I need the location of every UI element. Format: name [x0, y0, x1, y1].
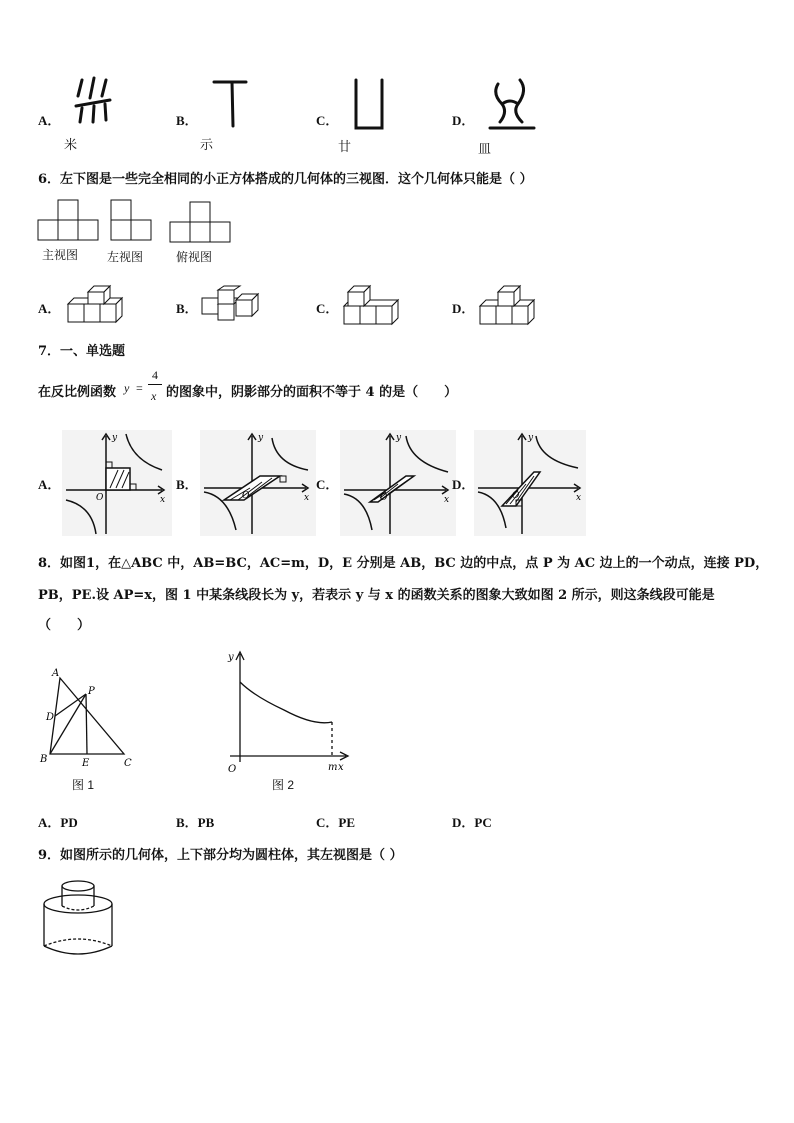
- q8-option-d: D．PC: [452, 815, 492, 830]
- q8-stem-line1: 8．如图1，在△ABC 中，AB=BC，AC=m，D，E 分别是 AB，BC 边的中点，点 P 为 AC 边上的一个动点，连接 PD，: [38, 556, 769, 571]
- q5-caption-b: 示: [200, 138, 214, 153]
- q5-option-c-glyph: [352, 78, 388, 132]
- q7-d-axis-y: y: [528, 433, 534, 443]
- q7-graph-d: [474, 430, 586, 536]
- q8-stem-line3: （ ）: [38, 618, 91, 633]
- q6-option-c-solid: [340, 284, 402, 326]
- q7-stem-post: 的图象中，阴影部分的面积不等于 4 的是（ ）: [166, 385, 458, 400]
- q7-d-axis-x: x: [576, 493, 582, 503]
- q5-caption-d: 皿: [478, 142, 492, 157]
- q7-heading: 7．一、单选题: [38, 344, 126, 359]
- q7-c-axis-y: y: [396, 433, 402, 443]
- q5-option-a-glyph: [74, 76, 114, 126]
- q7-stem-eq: =: [136, 381, 143, 395]
- q6-front-view-label: 主视图: [42, 248, 79, 262]
- q6-option-b-solid: [200, 286, 262, 326]
- q8-fig1-label-p: P: [88, 686, 95, 697]
- q7-frac-numerator: 4: [152, 368, 158, 382]
- q5-option-a-label: A．: [38, 113, 61, 128]
- q8-stem-line2: PB，PE.设 AP=x，图 1 中某条线段长为 y，若表示 y 与 x 的函数关系的图象大致如图 2 所示，则这条线段可能是: [38, 588, 715, 603]
- q6-stem: 6．左下图是一些完全相同的小正方体搭成的几何体的三视图．这个几何体只能是（ ）: [38, 172, 533, 187]
- q8-fig1-label-a: A: [52, 668, 60, 679]
- q7-option-c-label: C．: [316, 477, 339, 492]
- q8-fig2-axis-x: x: [338, 762, 344, 773]
- q7-a-axis-x: x: [160, 495, 166, 505]
- q8-fig2-axis-y: y: [228, 652, 234, 663]
- q8-option-a: A．PD: [38, 815, 78, 830]
- q6-option-d-solid: [478, 284, 540, 326]
- q6-option-d-label: D．: [452, 301, 475, 316]
- q7-option-a-label: A．: [38, 477, 61, 492]
- q5-option-d-label: D．: [452, 113, 475, 128]
- q5-option-b-label: B．: [176, 113, 198, 128]
- q7-option-b-label: B．: [176, 477, 198, 492]
- q8-option-b: B．PB: [176, 815, 215, 830]
- q5-option-d-glyph: [488, 78, 536, 134]
- q7-stem-y: y: [124, 381, 130, 395]
- q7-graph-c: [340, 430, 456, 536]
- q6-option-b-label: B．: [176, 301, 198, 316]
- q7-a-origin: O: [96, 493, 104, 503]
- q7-fraction-bar: [148, 384, 162, 385]
- q7-a-axis-y: y: [112, 433, 118, 443]
- q7-graph-b: [200, 430, 316, 536]
- q7-frac-denominator: x: [151, 389, 157, 403]
- q7-stem-pre: 在反比例函数: [38, 385, 117, 400]
- q5-option-b-glyph: [210, 78, 250, 128]
- q5-caption-c: 廿: [338, 140, 352, 155]
- q6-left-view-label: 左视图: [107, 250, 144, 264]
- q7-b-origin: O: [242, 491, 250, 501]
- q6-option-c-label: C．: [316, 301, 339, 316]
- q8-fig2-caption: 图 2: [272, 778, 295, 792]
- q5-caption-a: 米: [64, 138, 78, 153]
- q8-option-c: C．PE: [316, 815, 356, 830]
- q7-c-origin: O: [380, 493, 388, 503]
- q8-fig2-origin: O: [228, 764, 237, 775]
- q8-fig1-label-c: C: [124, 758, 132, 769]
- q6-front-view: [38, 200, 100, 242]
- q8-fig2-m: m: [328, 762, 338, 773]
- q6-top-view: [170, 202, 232, 244]
- q8-fig1-label-d: D: [46, 712, 55, 723]
- q8-fig1-label-b: B: [40, 754, 48, 765]
- q9-stem: 9．如图所示的几何体，上下部分均为圆柱体，其左视图是（ ）: [38, 848, 403, 863]
- q8-figure-2: [224, 648, 354, 778]
- q7-b-axis-x: x: [304, 493, 310, 503]
- q7-option-d-label: D．: [452, 477, 475, 492]
- q6-left-view: [111, 200, 153, 242]
- q8-fig1-label-e: E: [82, 758, 90, 769]
- q7-b-axis-y: y: [258, 433, 264, 443]
- q7-graph-a: [62, 430, 172, 536]
- q8-fig1-caption: 图 1: [72, 778, 95, 792]
- q9-stacked-cylinders: [40, 876, 116, 960]
- q5-option-c-label: C．: [316, 113, 339, 128]
- q7-d-origin: O: [512, 491, 520, 501]
- q7-c-axis-x: x: [444, 495, 450, 505]
- q6-option-a-solid: [64, 284, 126, 326]
- q6-option-a-label: A．: [38, 301, 61, 316]
- q6-top-view-label: 俯视图: [176, 250, 213, 264]
